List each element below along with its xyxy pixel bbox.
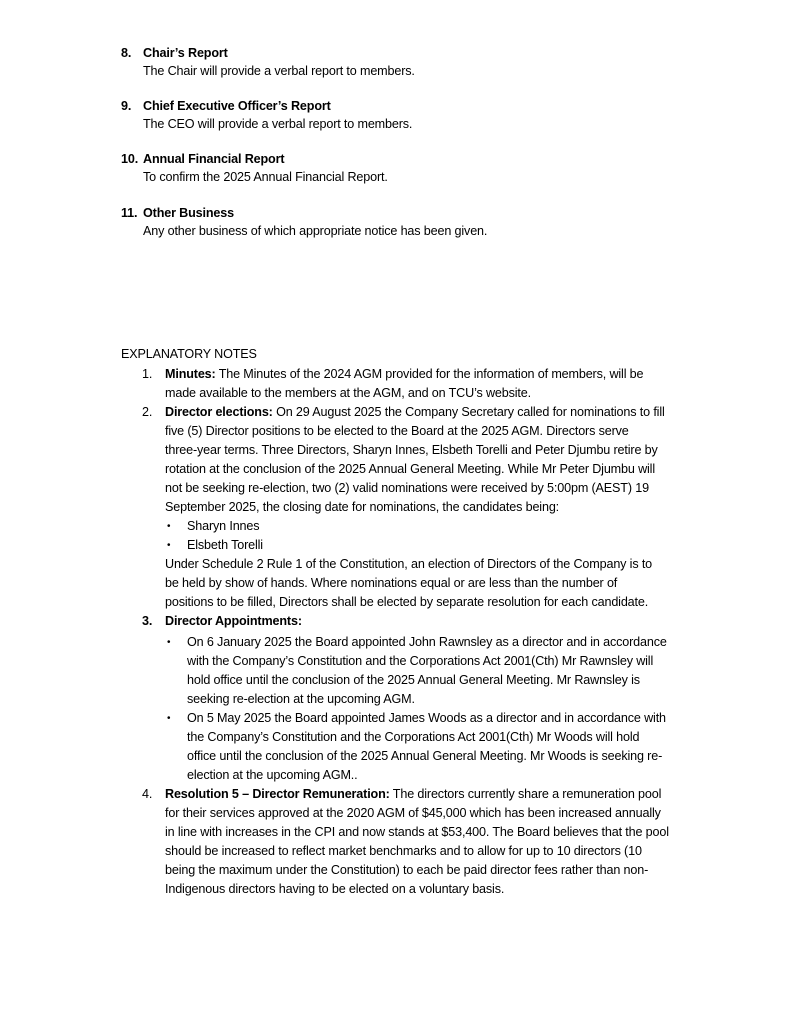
note-label: Minutes:: [165, 367, 216, 381]
candidate-name: Elsbeth Torelli: [187, 538, 263, 552]
agenda-title: Annual Financial Report: [143, 152, 285, 166]
explanatory-notes-list: [121, 365, 721, 899]
agenda-number: 9.: [121, 99, 132, 113]
bullet-icon: •: [167, 637, 171, 648]
explanatory-notes-heading: EXPLANATORY NOTES: [121, 347, 257, 361]
note-label: Director Appointments:: [165, 614, 302, 628]
bullet-icon: •: [167, 521, 171, 532]
note-number: 1.: [142, 367, 153, 381]
note-label: Director elections:: [165, 405, 273, 419]
note-label: Resolution 5 – Director Remuneration:: [165, 787, 390, 801]
agenda-number: 11.: [121, 206, 138, 220]
agenda-body: Any other business of which appropriate notice has been given.: [143, 224, 488, 238]
agenda-number: 10.: [121, 152, 139, 166]
agenda-body: The Chair will provide a verbal report to members.: [143, 64, 415, 78]
candidate-name: Sharyn Innes: [187, 519, 260, 533]
note-number: 2.: [142, 405, 153, 419]
agenda-body: To confirm the 2025 Annual Financial Report.: [143, 170, 388, 184]
note-director-elections: 2. Director elections: On 29 August 2025 the Company Secretary called for nominations to fill five (5) Director positions to be elected to the Board at the 2025 AGM. Directors serve three-year terms. Three Directors, Sharyn Innes, Elsbeth Torelli and Peter Djumbu retire by rotation at the conclusion of the 2025 Annual General Meeting. While Mr Peter Djumbu will not be seeking re-election, two (2) valid nominations were received by 5:00pm (AEST) 19 September 2025, the closing date for nominations, the candidates being: • Sharyn Innes • Elsbeth Torelli Under Schedule 2 Rule 1 of the Constitution, an election of Directors of the Company is to be held by show of hands. Where nominations equal or are less than the number of positions to be filled, Directors shall be elected by separate resolution for each candidate.: [121, 403, 721, 612]
appointment-rawnsley: • On 6 January 2025 the Board appointed John Rawnsley as a director and in accordance with the Company’s Constitution and the Corporations Act 2001(Cth) Mr Rawnsley will hold office until the conclusion of the 2025 Annual General Meeting. Mr Rawnsley is seeking re-election at the upcoming AGM.: [167, 635, 667, 706]
bullet-icon: •: [167, 540, 171, 551]
agenda-title: Chair’s Report: [143, 46, 228, 60]
agenda-title: Chief Executive Officer’s Report: [143, 99, 331, 113]
bullet-icon: •: [167, 713, 171, 724]
note-number: 4.: [142, 787, 153, 801]
agenda-body: The CEO will provide a verbal report to members.: [143, 117, 413, 131]
candidate-list-item: [165, 536, 717, 555]
agenda-number: 8.: [121, 46, 132, 60]
note-number: 3.: [142, 614, 153, 628]
note-director-remuneration: 4. Resolution 5 – Director Remuneration: The directors currently share a remuneration pool for their services approved at the 2020 AGM of $45,000 which has been increased annually in line with increases in the CPI and now stands at $53,400. The Board believes that the pool should be increased to reflect market benchmarks and to allow for up to 10 directors (10 being the maximum under the Constitution) to each be paid director fees rather than non- Indigenous directors having to be elected on a voluntary basis.: [142, 787, 669, 896]
note-director-appointments: [121, 612, 721, 785]
candidate-list-item: [165, 517, 717, 536]
note-minutes: 1. Minutes: The Minutes of the 2024 AGM provided for the information of members, will be made available to the members at the AGM, and on TCU’s website.: [142, 367, 644, 400]
appointment-woods: • On 5 May 2025 the Board appointed James Woods as a director and in accordance with the Company’s Constitution and the Corporations Act 2001(Cth) Mr Woods will hold office until the conclusion of the 2025 Annual General Meeting. Mr Woods is seeking re- election at the upcoming AGM..: [167, 711, 666, 782]
agenda-title: Other Business: [143, 206, 234, 220]
